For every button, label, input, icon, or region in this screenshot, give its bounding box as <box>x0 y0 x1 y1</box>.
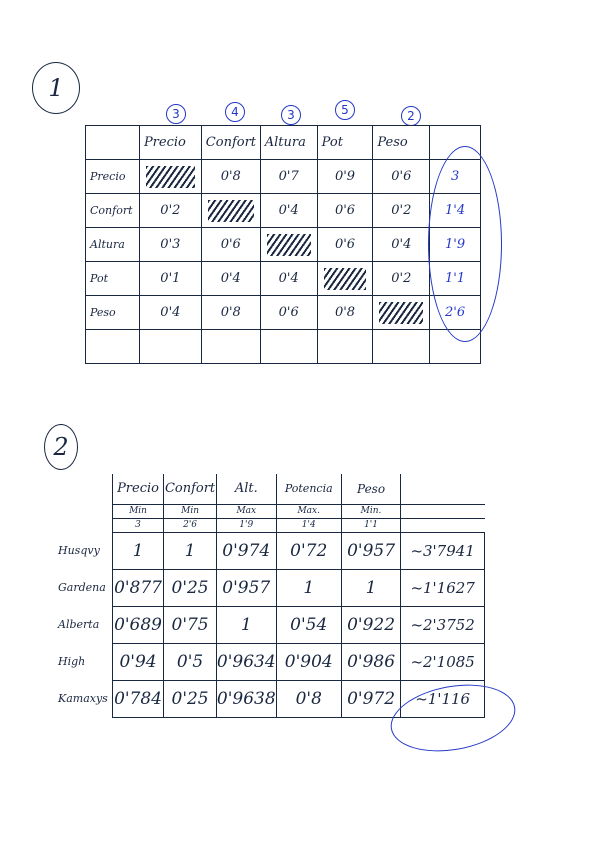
weight-cell: 1'9 <box>216 518 276 532</box>
row-label: Altura <box>86 228 140 262</box>
hatched-cell <box>317 262 373 296</box>
table-cell: 0'986 <box>341 643 400 680</box>
row-sum: 2'6 <box>430 296 481 330</box>
column-header: Altura <box>260 126 317 160</box>
table-header-row <box>86 126 481 160</box>
table-cell: 0'6 <box>373 160 430 194</box>
row-sum: 3 <box>430 160 481 194</box>
row-label: Husqvy <box>58 544 100 557</box>
row-label: High <box>58 655 86 668</box>
table-cell: 0'8 <box>201 160 260 194</box>
table-row <box>58 569 485 606</box>
score-cell: ~3'7941 <box>401 532 485 569</box>
row-label: Pot <box>86 262 140 296</box>
table-cell: 0'974 <box>216 532 276 569</box>
column-header: Potencia <box>276 474 341 504</box>
corner-cell <box>58 504 112 518</box>
empty-cell <box>373 330 430 364</box>
criteria-cell: Max. <box>276 504 341 518</box>
row-label: Peso <box>86 296 140 330</box>
table-cell: 0'3 <box>139 228 201 262</box>
table-cell: 0'72 <box>276 532 341 569</box>
criteria-cell: Min <box>164 504 217 518</box>
row-sum: 1'1 <box>430 262 481 296</box>
empty-cell <box>139 330 201 364</box>
priority-pot: 5 <box>335 100 355 120</box>
score-cell: ~2'1085 <box>401 643 485 680</box>
column-header: Precio <box>139 126 201 160</box>
row-label: Confort <box>86 194 140 228</box>
table-cell: 0'904 <box>276 643 341 680</box>
table-cell: 0'922 <box>341 606 400 643</box>
table-cell: 0'689 <box>112 606 163 643</box>
table-cell: 0'8 <box>317 296 373 330</box>
table-cell: 0'9634 <box>216 643 276 680</box>
table-cell: 0'877 <box>112 569 163 606</box>
column-header: Confort <box>201 126 260 160</box>
table-cell: 1 <box>112 532 163 569</box>
table-cell: 1 <box>164 532 217 569</box>
table-cell: 0'972 <box>341 680 400 717</box>
table-row <box>86 262 481 296</box>
table-cell: 0'2 <box>373 194 430 228</box>
weight-cell: 1'4 <box>276 518 341 532</box>
table-cell: 0'5 <box>164 643 217 680</box>
table-cell: 0'9 <box>317 160 373 194</box>
empty-cell <box>86 330 140 364</box>
score-cell: ~1'116 <box>401 680 485 717</box>
table-row <box>58 643 485 680</box>
table-cell: 0'8 <box>276 680 341 717</box>
priority-altura: 3 <box>281 105 301 125</box>
hatched-cell <box>260 228 317 262</box>
table-cell: 0'25 <box>164 680 217 717</box>
weight-cell: 2'6 <box>164 518 217 532</box>
empty-cell <box>317 330 373 364</box>
priority-confort: 4 <box>225 102 245 122</box>
table-row <box>86 194 481 228</box>
table-cell: 0'784 <box>112 680 163 717</box>
empty-row <box>86 330 481 364</box>
corner-cell <box>86 126 140 160</box>
table-cell: 0'54 <box>276 606 341 643</box>
criteria-cell: Min. <box>341 504 400 518</box>
column-header: Peso <box>341 474 400 504</box>
table-cell: 0'957 <box>216 569 276 606</box>
table-cell: 0'94 <box>112 643 163 680</box>
column-header: Pot <box>317 126 373 160</box>
table-cell: 0'1 <box>139 262 201 296</box>
table-row <box>86 228 481 262</box>
table-cell: 0'4 <box>201 262 260 296</box>
table-cell: 0'2 <box>139 194 201 228</box>
table-cell: 0'25 <box>164 569 217 606</box>
section-2-number: 2 <box>44 424 78 470</box>
priority-precio: 3 <box>166 104 186 124</box>
row-sum: 1'4 <box>430 194 481 228</box>
table-row <box>58 606 485 643</box>
hatched-cell <box>373 296 430 330</box>
table-cell: 0'957 <box>341 532 400 569</box>
sum-column-highlight <box>428 146 502 342</box>
table-cell: 1 <box>341 569 400 606</box>
table-cell: 1 <box>276 569 341 606</box>
table-row <box>86 160 481 194</box>
table-cell: 0'75 <box>164 606 217 643</box>
criteria-cell: Min <box>112 504 163 518</box>
table-cell: 0'4 <box>373 228 430 262</box>
column-header: Precio <box>112 474 163 504</box>
criteria-row <box>58 504 485 518</box>
section-1-number: 1 <box>32 62 80 114</box>
table-row <box>58 532 485 569</box>
weighted-score-table <box>58 474 485 718</box>
table-cell: 0'6 <box>201 228 260 262</box>
table-cell: 0'2 <box>373 262 430 296</box>
empty-cell <box>201 330 260 364</box>
weight-cell: 3 <box>112 518 163 532</box>
corner-cell <box>58 518 112 532</box>
table-cell: 0'6 <box>317 228 373 262</box>
table-cell: 0'9638 <box>216 680 276 717</box>
table-cell: 0'4 <box>260 262 317 296</box>
score-cell: ~2'3752 <box>401 606 485 643</box>
table-cell: 0'6 <box>317 194 373 228</box>
row-label: Precio <box>86 160 140 194</box>
empty-header <box>401 474 485 504</box>
table-cell: 1 <box>216 606 276 643</box>
hatched-cell <box>139 160 201 194</box>
column-header: Peso <box>373 126 430 160</box>
column-header: Alt. <box>216 474 276 504</box>
row-label: Alberta <box>58 618 100 631</box>
empty-cell <box>401 504 485 518</box>
row-label: Kamaxys <box>58 692 108 705</box>
corner-cell <box>58 474 112 504</box>
table-row <box>86 296 481 330</box>
pairwise-comparison-table <box>85 125 481 364</box>
criteria-cell: Max <box>216 504 276 518</box>
table-cell: 0'8 <box>201 296 260 330</box>
column-header: Confort <box>164 474 217 504</box>
weights-row <box>58 518 485 532</box>
weight-cell: 1'1 <box>341 518 400 532</box>
table-cell: 0'6 <box>260 296 317 330</box>
table-cell: 0'4 <box>260 194 317 228</box>
table-cell: 0'7 <box>260 160 317 194</box>
table-header-row <box>58 474 485 504</box>
row-sum: 1'9 <box>430 228 481 262</box>
table-cell: 0'4 <box>139 296 201 330</box>
priority-peso: 2 <box>401 106 421 126</box>
empty-cell <box>401 518 485 532</box>
row-label: Gardena <box>58 581 106 594</box>
empty-cell <box>260 330 317 364</box>
hatched-cell <box>201 194 260 228</box>
score-cell: ~1'1627 <box>401 569 485 606</box>
